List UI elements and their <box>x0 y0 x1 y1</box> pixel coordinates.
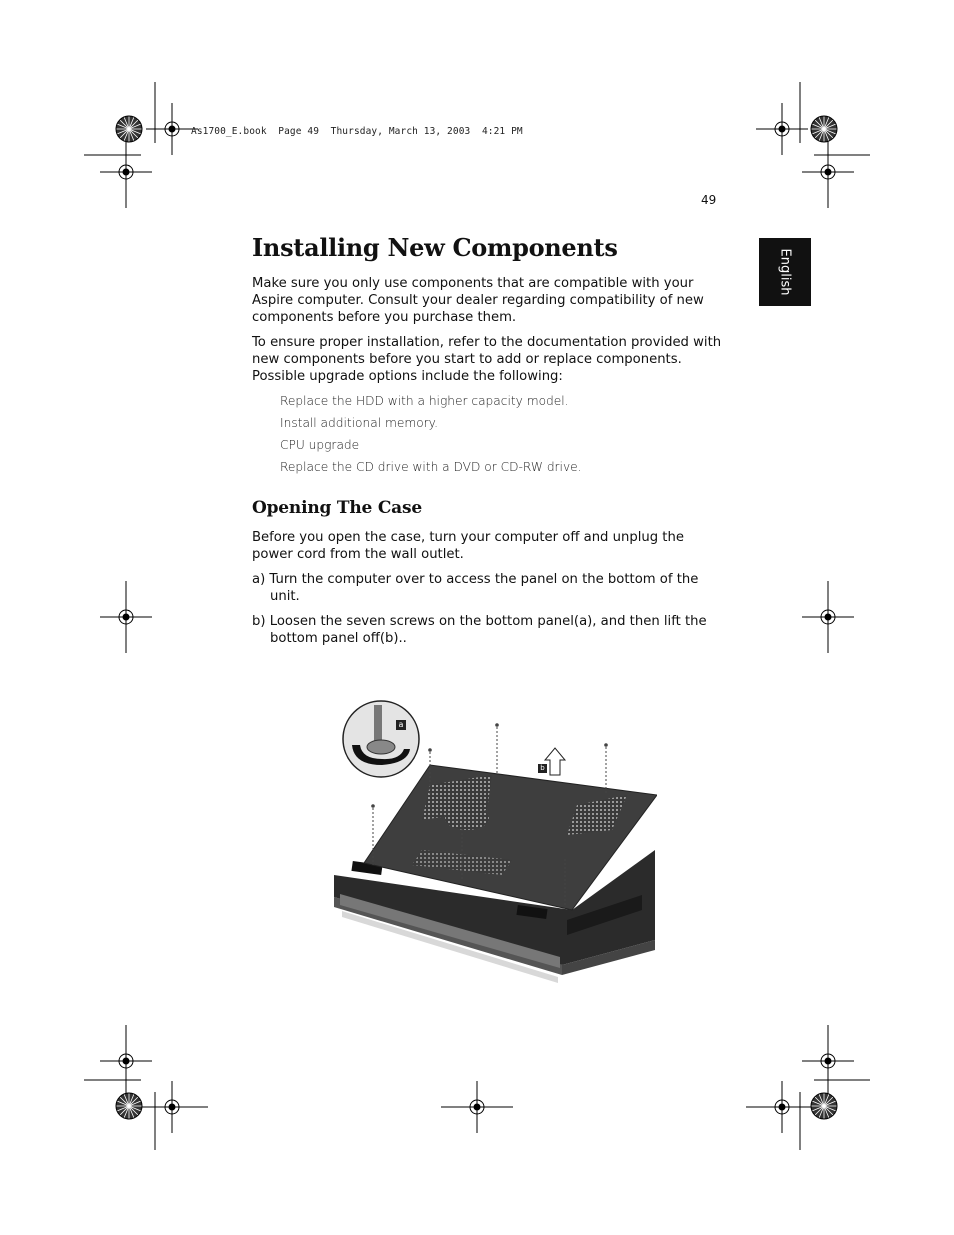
step-b: b) Loosen the seven screws on the bottom panel(a), and then lift the bottom panel off(b).. <box>252 614 707 646</box>
list-item: Replace the HDD with a higher capacity model. <box>280 394 569 408</box>
print-slug: As1700_E.book Page 49 Thursday, March 13, 2003 4:21 PM <box>191 126 523 137</box>
callout-a-label: a <box>398 720 404 729</box>
language-tab-label: English <box>777 248 793 296</box>
list-item: Replace the CD drive with a DVD or CD-RW drive. <box>280 460 582 474</box>
list-item: CPU upgrade <box>280 438 360 452</box>
subsection-intro: Before you open the case, turn your computer off and unplug the power cord from the wall outlet. <box>252 530 684 562</box>
laptop-bottom-panel-illustration <box>312 665 657 1000</box>
page-number: 49 <box>701 193 717 207</box>
intro-paragraph-1: Make sure you only use components that are compatible with your Aspire computer. Consult your dealer regarding compatibility of new components before you purchase them. <box>252 276 704 325</box>
language-tab <box>759 238 811 306</box>
section-heading: Opening The Case <box>252 498 422 518</box>
page-title: Installing New Components <box>252 233 618 262</box>
intro-paragraph-2: To ensure proper installation, refer to the documentation provided with new components before you start to add or replace components. Possible upgrade options include the following: <box>252 335 722 384</box>
list-item: Install additional memory. <box>280 416 439 430</box>
step-a: a) Turn the computer over to access the panel on the bottom of the unit. <box>252 572 699 604</box>
callout-b-label: b <box>540 764 545 772</box>
